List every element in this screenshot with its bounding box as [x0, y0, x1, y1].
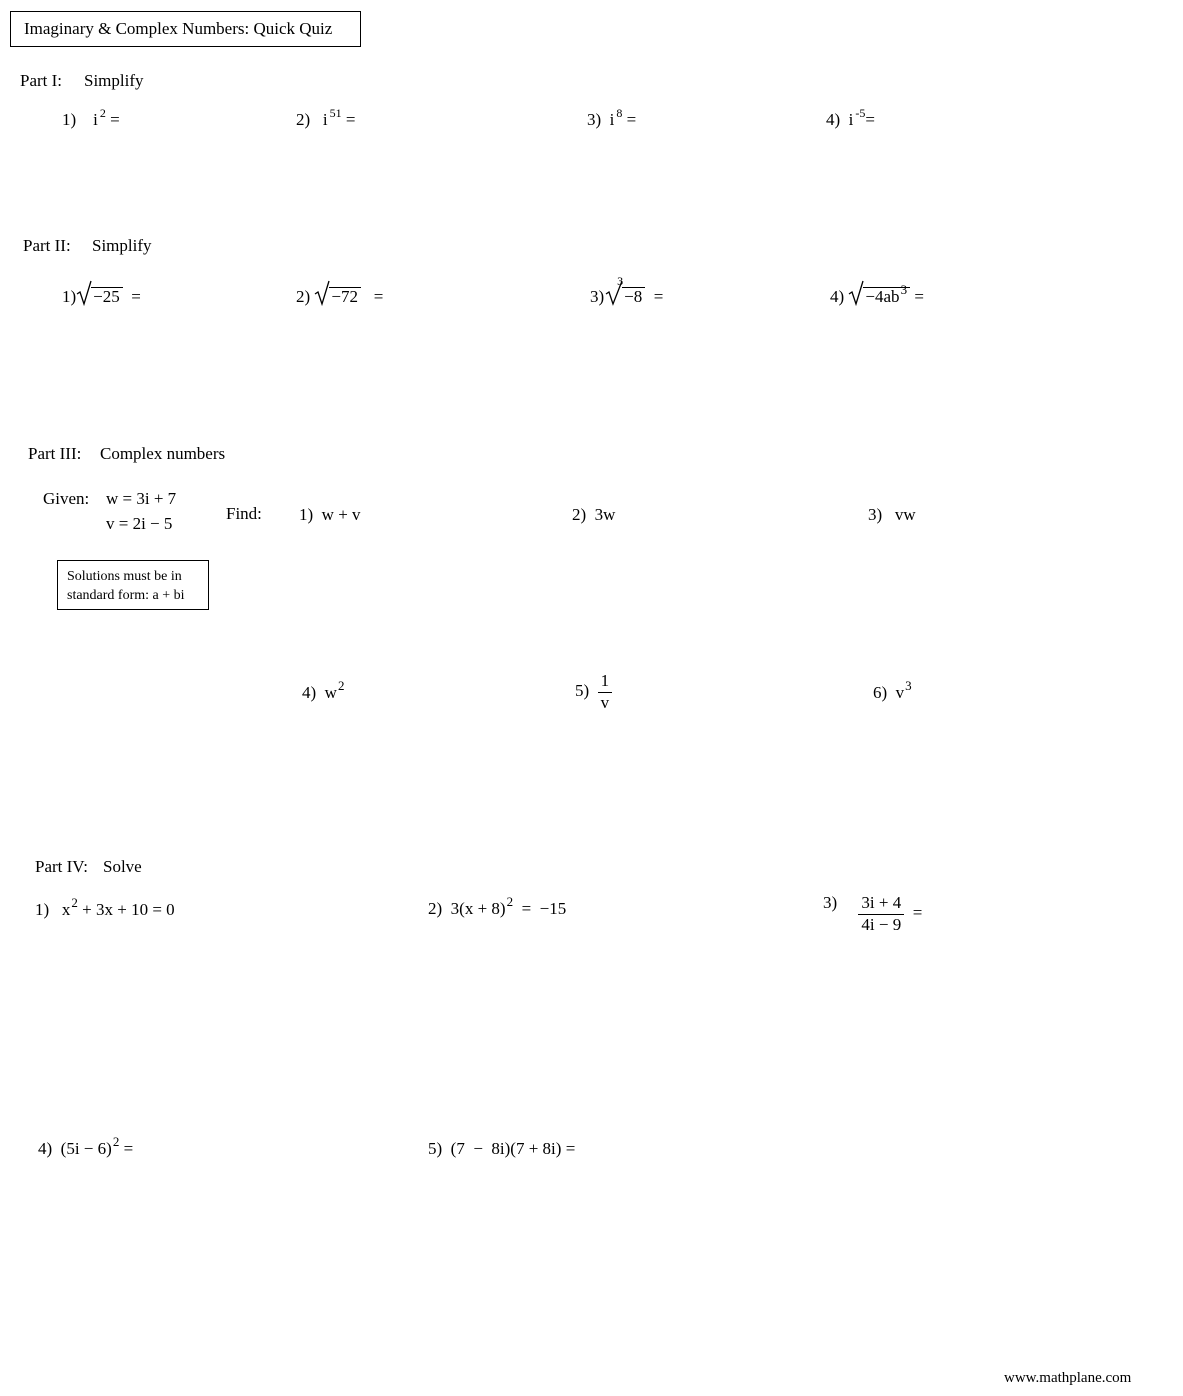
part3-problem-1: 1) w + v	[299, 505, 361, 524]
part2-problem-2: 2) −72 =	[296, 287, 383, 305]
part3-problem-4: 4) $w^2$	[302, 678, 345, 702]
cube-root-sign-icon: 3 −8	[604, 287, 645, 305]
given-label: Given:	[43, 489, 90, 508]
radical-sign-icon: −72	[314, 287, 361, 305]
radical-sign-icon: $-4ab^3$	[848, 287, 910, 305]
part3-problem-6: 6) $v^3$	[873, 678, 912, 702]
part2-instruction: Simplify	[92, 236, 152, 255]
part4-problem-1: 1) $x^2 + 3x + 10 = 0$	[35, 895, 175, 919]
part3-problem-3: 3) vw	[868, 505, 916, 524]
part1-problem-3: 3) i $^8$ =	[587, 106, 637, 129]
find-label: Find:	[226, 504, 262, 523]
part2-heading: Part II:	[23, 236, 71, 255]
part1-instruction: Simplify	[84, 71, 144, 90]
part1-problem-2: 2) i $^{51}$ =	[296, 106, 356, 129]
part1-problem-4: 4) i $^{-5}$=	[826, 106, 875, 129]
part1-heading: Part I:	[20, 71, 63, 90]
part4-instruction: Solve	[103, 857, 142, 876]
part3-instruction: Complex numbers	[100, 444, 226, 463]
footer-website: www.mathplane.com	[1004, 1370, 1132, 1386]
part4-problem-2: 2) $3(x + 8)^2 = -15$	[428, 894, 567, 918]
part3-problem-2: 2) 3w	[572, 505, 616, 524]
part4-problem-5: 5) (7 − 8i)(7 + 8i) =	[428, 1139, 576, 1158]
radical-sign-icon: −25	[76, 287, 123, 305]
part4-heading: Part IV:	[35, 857, 89, 876]
w-definition: w = 3i + 7	[106, 489, 177, 508]
part2-problem-4: 4) $-4ab^3$ =	[830, 282, 924, 306]
part1-problem-1: 1) i $^2$ =	[62, 106, 120, 129]
v-definition: v = 2i − 5	[106, 514, 173, 533]
part2-problem-3: 3) 3 −8 =	[590, 274, 664, 306]
part3-problem-5: 5) $\frac{1}{v}$	[575, 672, 612, 712]
part4-problem-3: 3) $\frac{3i + 4}{4i - 9}$ =	[823, 893, 923, 934]
part2-problem-1: 1) −25 =	[62, 287, 141, 305]
standard-form-note: Solutions must be in standard form: a + bi	[57, 560, 209, 610]
quiz-title: Imaginary & Complex Numbers: Quick Quiz	[10, 11, 361, 47]
part4-problem-4: 4) $(5i - 6)^2$ =	[38, 1134, 134, 1158]
part3-heading: Part III:	[28, 444, 82, 463]
